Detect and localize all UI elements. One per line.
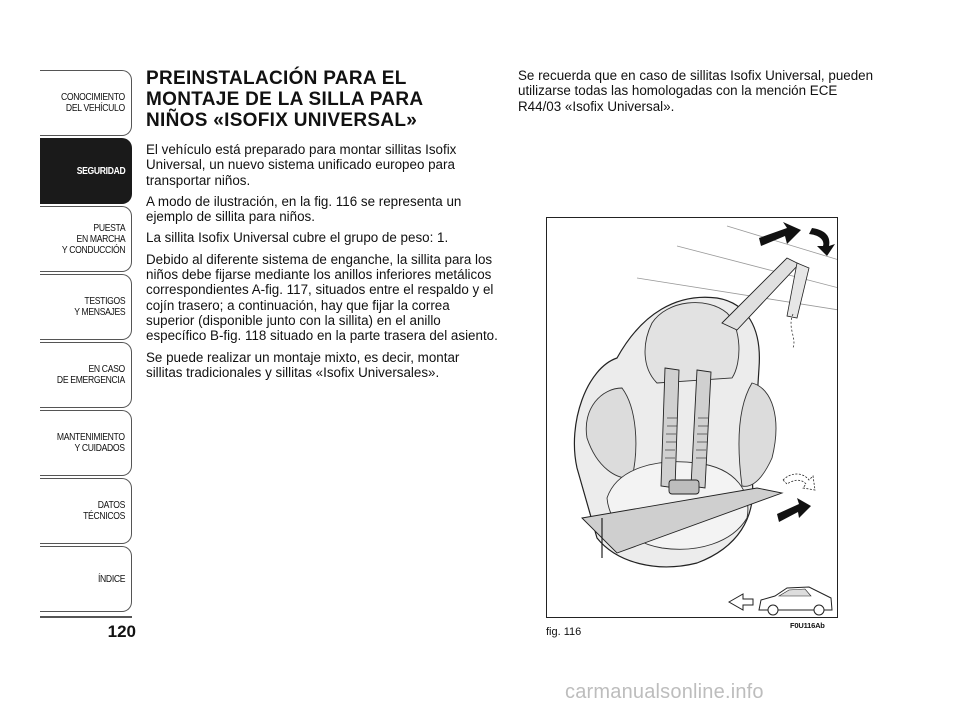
- paragraph: El vehículo está preparado para montar sillitas Isofix Universal, un nuevo sistema unificado europeo para transportar niños.: [146, 142, 457, 188]
- car-silhouette-icon: [759, 587, 832, 615]
- section-title-line: NIÑOS «ISOFIX UNIVERSAL»: [146, 110, 418, 131]
- tab-indice[interactable]: [40, 546, 132, 612]
- tab-label: SEGURIDAD: [76, 164, 125, 177]
- tab-label: MANTENIMIENTO Y CUIDADOS: [57, 431, 125, 454]
- tab-seguridad[interactable]: [40, 138, 132, 204]
- tab-puesta-en-marcha[interactable]: [40, 206, 132, 272]
- figure-frame: [546, 217, 838, 618]
- section-title-line: MONTAJE DE LA SILLA PARA: [146, 89, 424, 110]
- tab-label: EN CASO DE EMERGENCIA: [57, 363, 125, 386]
- watermark: carmanualsonline.info: [565, 681, 764, 703]
- tab-en-caso-de-emergencia[interactable]: [40, 342, 132, 408]
- figure-caption: fig. 116: [546, 626, 582, 638]
- paragraph: La sillita Isofix Universal cubre el grupo de peso: 1.: [146, 230, 449, 246]
- section-title: [146, 68, 498, 131]
- tab-label: CONOCIMIENTO DEL VEHÍCULO: [61, 91, 125, 114]
- section-title-line: PREINSTALACIÓN PARA EL: [146, 68, 407, 89]
- tab-testigos-y-mensajes[interactable]: [40, 274, 132, 340]
- paragraph: A modo de ilustración, en la fig. 116 se representa un ejemplo de sillita para niños.: [146, 193, 462, 225]
- tab-label: ÍNDICE: [97, 572, 125, 585]
- tab-label: PUESTA EN MARCHA Y CONDUCCIÓN: [61, 221, 125, 256]
- tab-datos-tecnicos[interactable]: [40, 478, 132, 544]
- note-paragraph: Se recuerda que en caso de sillitas Isofix Universal, pueden utilizarse todas las homologadas con la mención ECE R44/03 «Isofix Universal».: [518, 68, 874, 114]
- figure-code: F0U116Ab: [790, 621, 825, 630]
- sidebar-divider: [40, 616, 132, 618]
- paragraph: Debido al diferente sistema de enganche, la sillita para los niños debe fijarse mediante los anillos inferiores metálicos correspondientes A-fig. 117, situados entre el respaldo y el cojín trasero; a continuación, hay que fijar la correa superior (disponible junto con la sillita) en el anillo específico B-fig. 118 situado en la parte trasera del asiento.: [146, 251, 498, 344]
- paragraph: Se puede realizar un montaje mixto, es decir, montar sillitas tradicionales y sillitas «Isofix Universales».: [146, 349, 460, 380]
- tab-conocimiento-del-vehiculo[interactable]: [40, 70, 132, 136]
- tab-label: TESTIGOS Y MENSAJES: [73, 295, 125, 318]
- side-text-column: [518, 68, 878, 114]
- tab-mantenimiento-y-cuidados[interactable]: [40, 410, 132, 476]
- main-text-column: [146, 68, 498, 386]
- page-number: 120: [107, 622, 136, 641]
- tab-label: DATOS TÉCNICOS: [83, 499, 125, 522]
- child-seat-illustration: [547, 218, 838, 618]
